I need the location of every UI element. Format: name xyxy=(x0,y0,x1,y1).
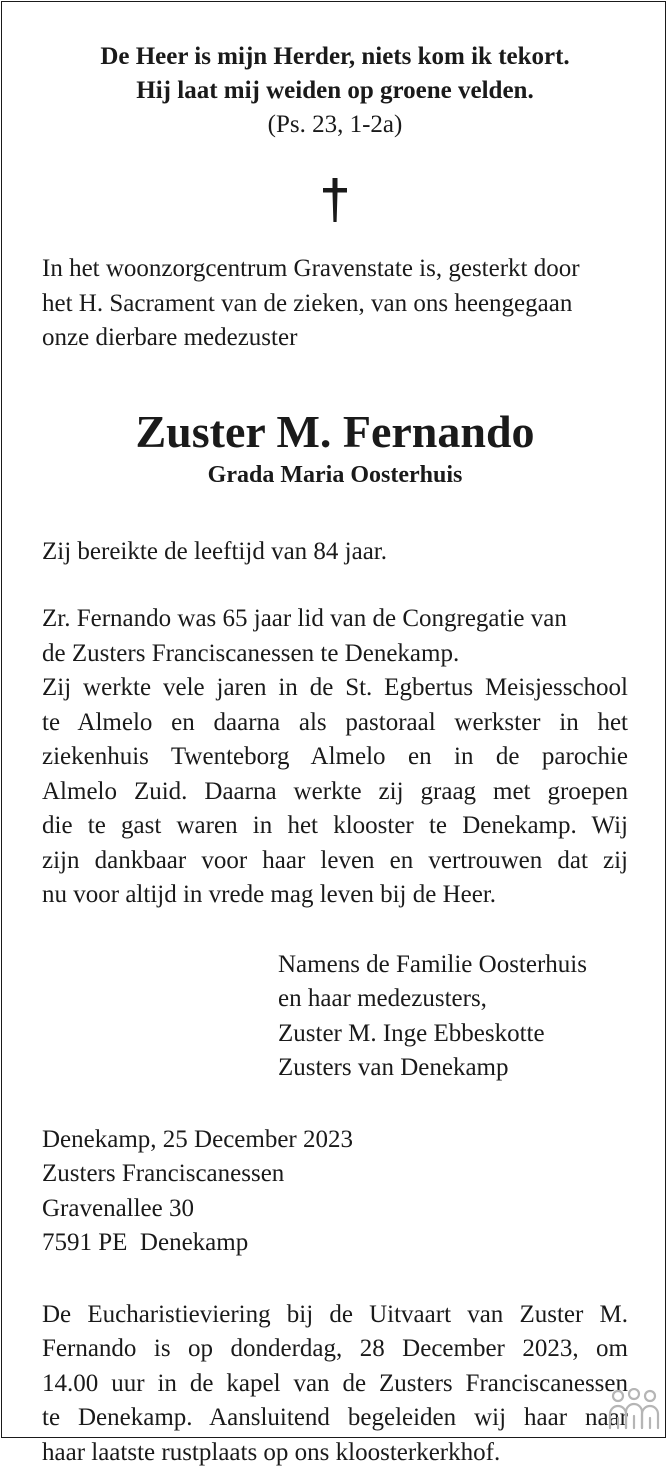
postal-city: 7591 PE Denekamp xyxy=(42,1226,628,1261)
service-line: te Denekamp. Aansluitend begeleiden wij haar naar xyxy=(42,1401,628,1436)
signature-line: en haar medezusters, xyxy=(278,982,628,1017)
people-logo-icon xyxy=(606,1388,662,1432)
service-line: haar laatste rustplaats op ons kloosterkerkhof. xyxy=(42,1436,628,1470)
signature-block xyxy=(278,948,628,1086)
service-line: Fernando is op donderdag, 28 December 2023, om xyxy=(42,1332,628,1367)
intro-line: In het woonzorgcentrum Gravenstate is, gesterkt door xyxy=(42,255,580,282)
service-line: 14.00 uur in de kapel van de Zusters Franciscanessen xyxy=(42,1367,628,1402)
biography-line: Almelo Zuid. Daarna werkte zij graag met groepen xyxy=(42,775,628,810)
address-block xyxy=(42,1123,628,1261)
signature-line: Zuster M. Inge Ebbeskotte xyxy=(278,1017,628,1052)
organisation-name: Zusters Franciscanessen xyxy=(42,1157,628,1192)
place-date: Denekamp, 25 December 2023 xyxy=(42,1123,628,1158)
biography-line: ziekenhuis Twenteborg Almelo en in de parochie xyxy=(42,740,628,775)
intro-paragraph xyxy=(42,252,628,356)
biography-line: te Almelo en daarna als pastoraal werkster in het xyxy=(42,706,628,741)
verse-reference: (Ps. 23, 1-2a) xyxy=(42,108,628,142)
deceased-name: Zuster M. Fernando xyxy=(42,406,628,458)
birth-name: Grada Maria Oosterhuis xyxy=(42,460,628,490)
signature-line: Namens de Familie Oosterhuis xyxy=(278,948,628,983)
biography-line: die te gast waren in het klooster te Denekamp. Wij xyxy=(42,809,628,844)
service-paragraph xyxy=(42,1298,628,1470)
biography-line: Zr. Fernando was 65 jaar lid van de Congregatie van xyxy=(42,602,628,637)
signature-line: Zusters van Denekamp xyxy=(278,1051,628,1086)
service-line: De Eucharistieviering bij de Uitvaart van Zuster M. xyxy=(42,1298,628,1333)
biography-paragraph xyxy=(42,602,628,913)
biography-line: Zij werkte vele jaren in de St. Egbertus Meisjesschool xyxy=(42,671,628,706)
biography-line: zijn dankbaar voor haar leven en vertrouwen dat zij xyxy=(42,844,628,879)
cross-icon xyxy=(320,178,350,222)
biography-line: de Zusters Franciscanessen te Denekamp. xyxy=(42,637,628,672)
age-text: Zij bereikte de leeftijd van 84 jaar. xyxy=(42,535,628,570)
intro-line: onze dierbare medezuster xyxy=(42,324,297,351)
intro-line: het H. Sacrament van de zieken, van ons heengegaan xyxy=(42,290,572,317)
verse-line-1: De Heer is mijn Herder, niets kom ik tekort. xyxy=(42,40,628,74)
street-address: Gravenallee 30 xyxy=(42,1192,628,1227)
biography-line: nu voor altijd in vrede mag leven bij de Heer. xyxy=(42,878,628,913)
obituary-notice xyxy=(42,40,628,1470)
verse-line-2: Hij laat mij weiden op groene velden. xyxy=(42,74,628,108)
